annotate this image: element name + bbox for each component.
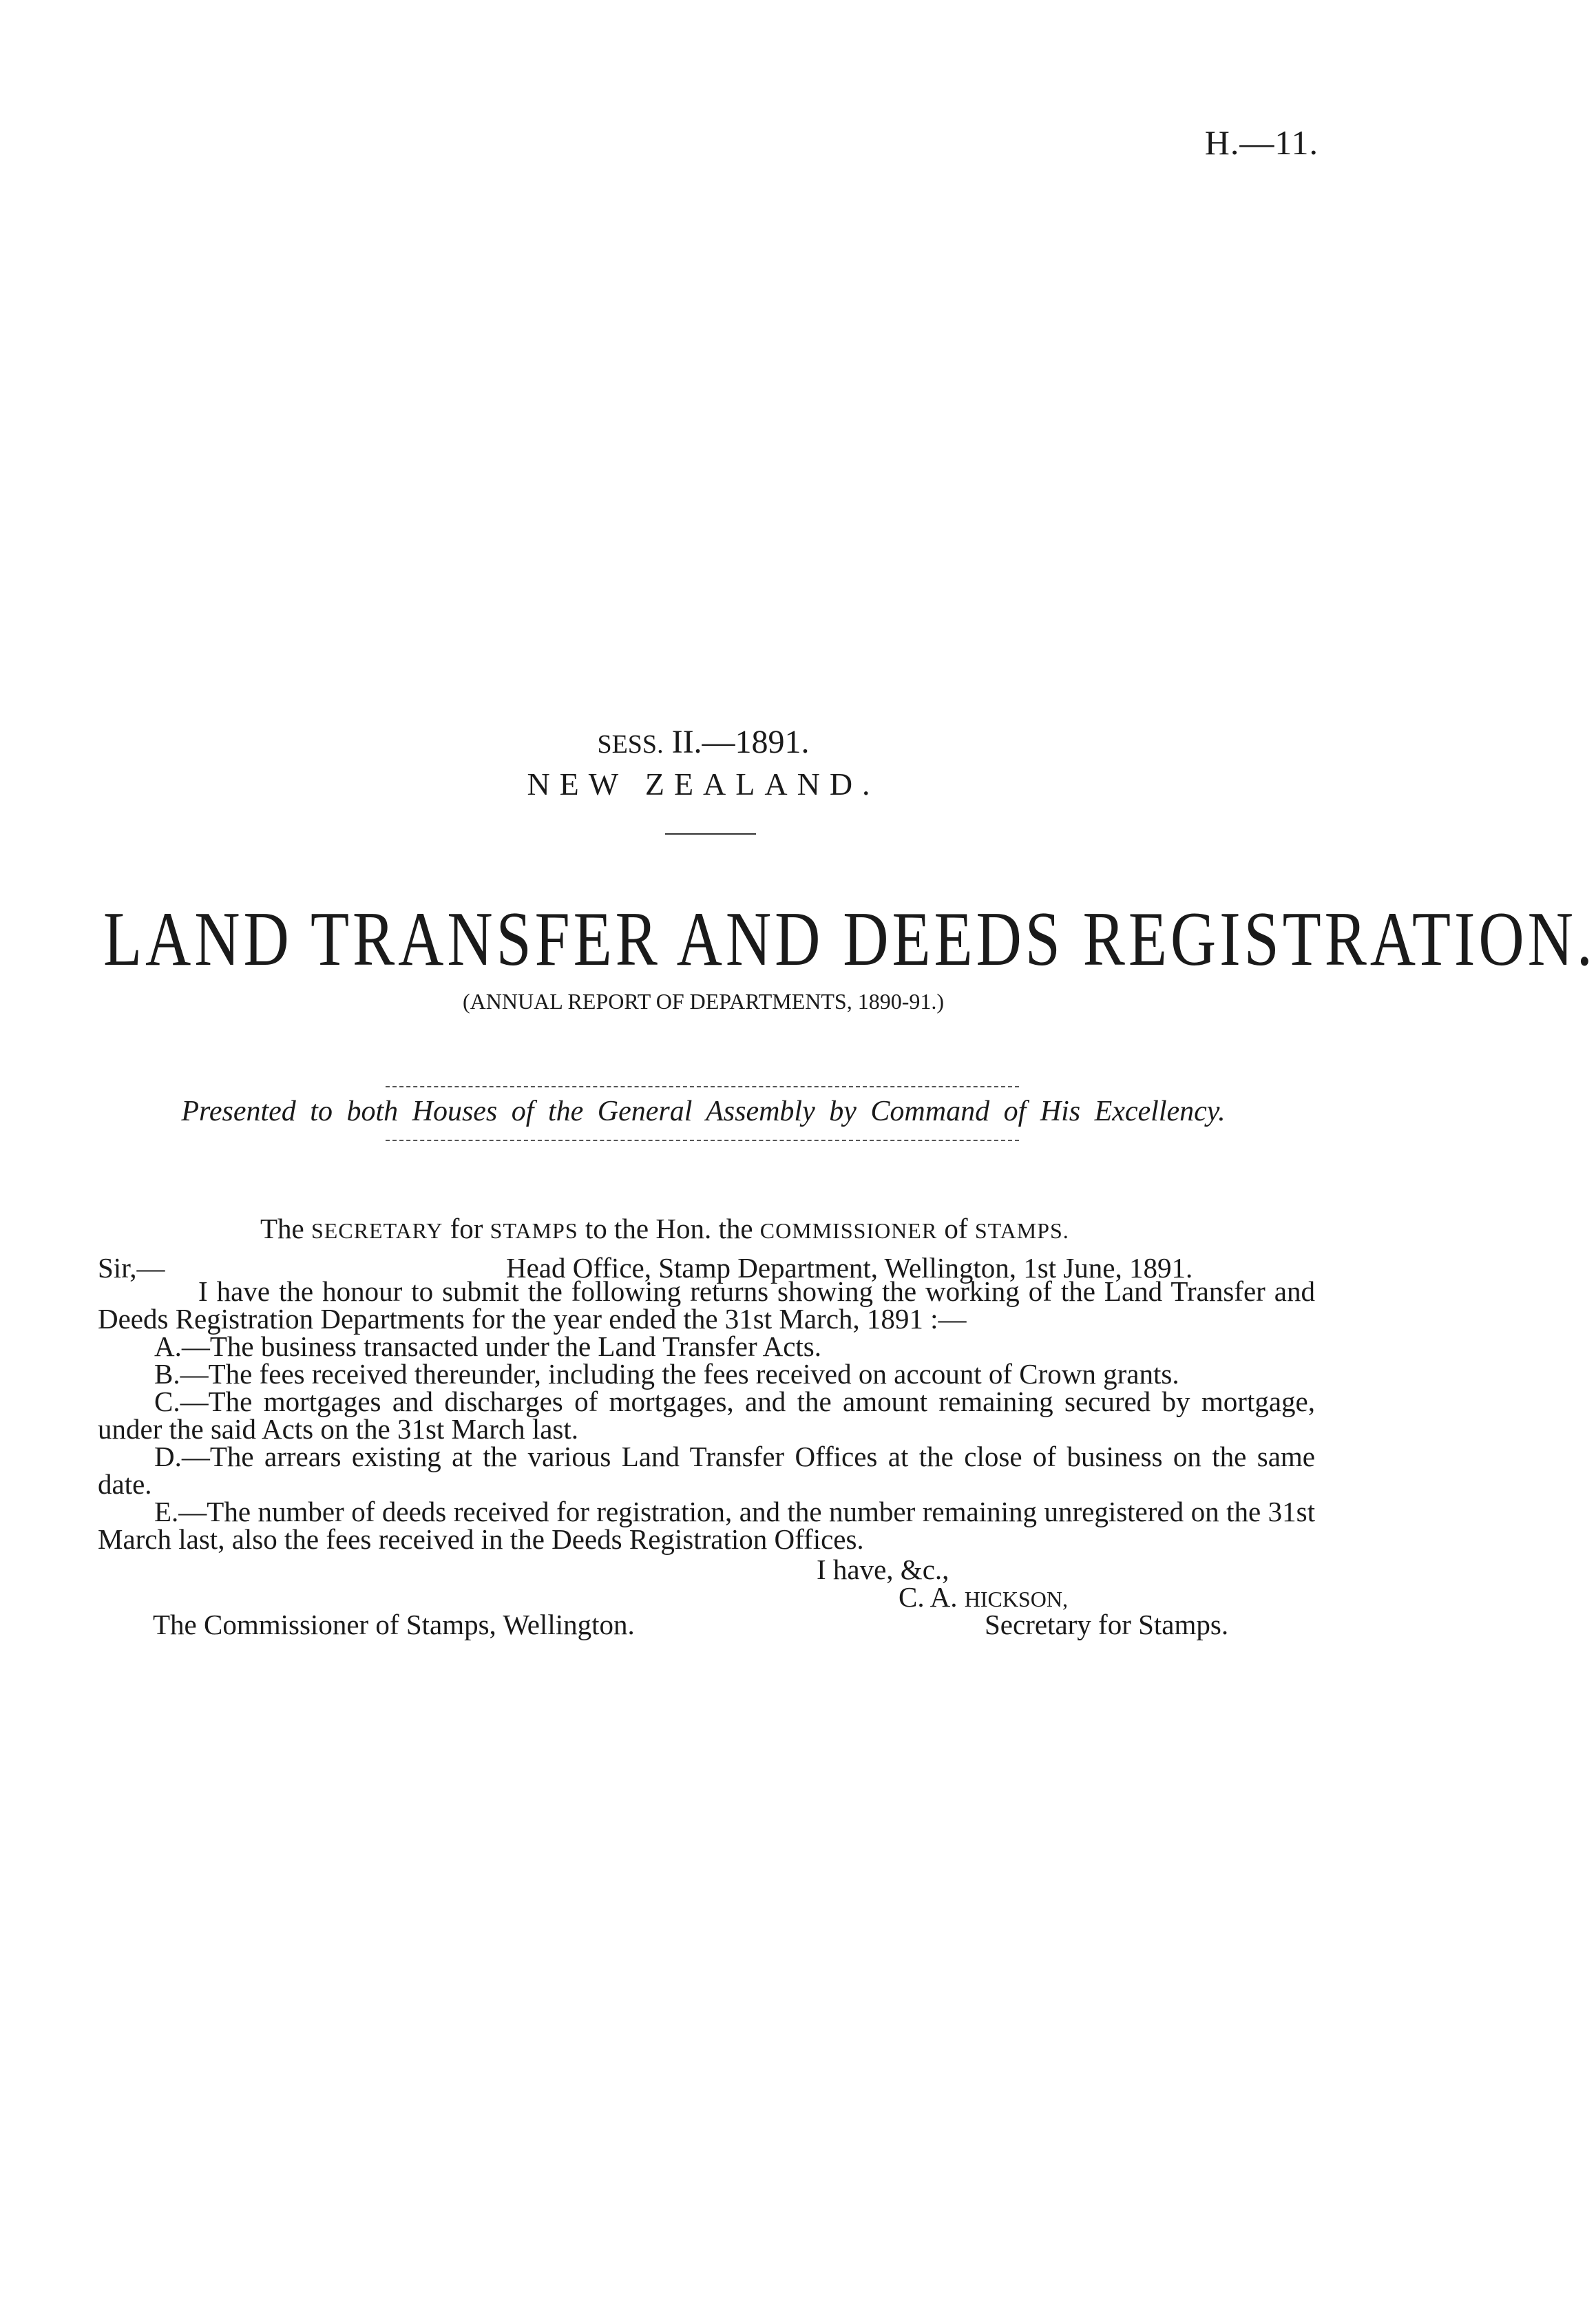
presented-line: Presented to both Houses of the General Assembly by Command of His Excellency. (181, 1096, 1226, 1127)
country-heading: NEW ZEALAND. (527, 766, 880, 802)
list-item-b: B.—The fees received thereunder, including the fees received on account of Crown grants. (154, 1358, 1179, 1390)
list-item-d: D.—The arrears existing at the various Land Transfer Offices at the close of business on the same date. (98, 1441, 1315, 1500)
page-reference: H.—11. (1204, 123, 1319, 162)
signature-surname: HICKSON, (964, 1587, 1068, 1611)
presented-rule-top (386, 1086, 1019, 1087)
signatory-title: Secretary for Stamps. (985, 1609, 1229, 1640)
session-line (0, 723, 1407, 761)
salutation-text: Sir,— (98, 1252, 165, 1284)
signature-initials: C. A. (899, 1581, 958, 1613)
list-item-a: A.—The business transacted under the Land Transfer Acts. (154, 1330, 821, 1362)
intro-paragraph: I have the honour to submit the following returns showing the working of the Land Transfer and Deeds Registration Departments for the year ended the 31st March, 1891 :— (98, 1275, 1315, 1335)
dateline: Head Office, Stamp Department, Wellington, 1st June, 1891. (506, 1252, 1193, 1284)
heading-for: for (450, 1213, 483, 1244)
session-prefix: SESS. (597, 730, 664, 759)
heading-to-dept: STAMPS. (974, 1218, 1069, 1243)
list-item-c: C.—The mortgages and discharges of mortgages, and the amount remaining secured by mortgage, under the said Acts on the 31st March last. (98, 1386, 1315, 1445)
document-title: LAND TRANSFER AND DEEDS REGISTRATION. (103, 897, 1596, 982)
letter-heading (260, 1212, 1069, 1245)
short-divider (665, 833, 756, 835)
addressee: The Commissioner of Stamps, Wellington. (153, 1609, 635, 1640)
list-item-e: E.—The number of deeds received for registration, and the number remaining unregistered on the 31st March last, also the fees received in the Deeds Registration Offices. (98, 1496, 1315, 1555)
heading-to-the-hon: to the Hon. the (585, 1213, 753, 1244)
heading-from-title: SECRETARY (311, 1218, 443, 1243)
presented-rule-bottom (386, 1140, 1019, 1141)
heading-of: of (944, 1213, 968, 1244)
heading-the: The (260, 1213, 304, 1244)
session-number: II.—1891. (671, 724, 810, 760)
heading-from-dept: STAMPS (490, 1218, 578, 1243)
document-subtitle: (ANNUAL REPORT OF DEPARTMENTS, 1890-91.) (462, 989, 944, 1014)
closing-line: I have, &c., (817, 1554, 949, 1585)
heading-to-title: COMMISSIONER (759, 1218, 938, 1243)
